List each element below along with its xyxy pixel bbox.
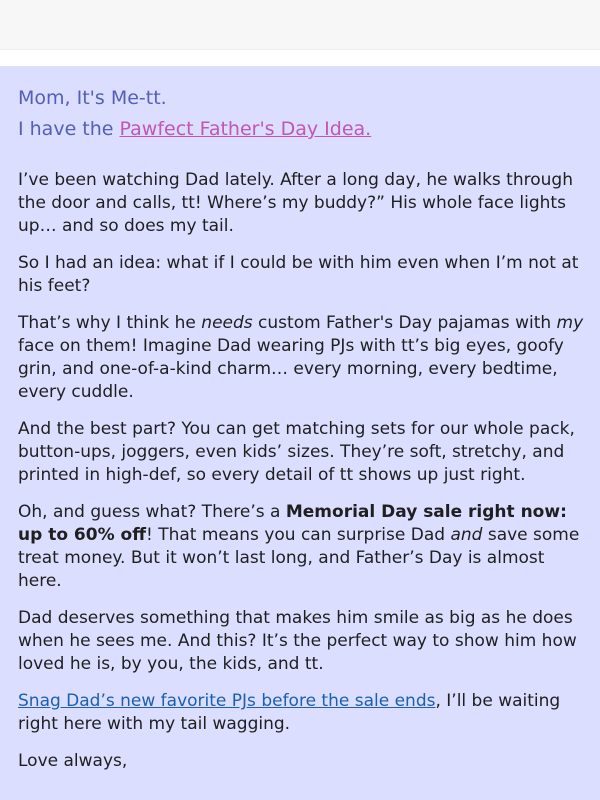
paragraph-7 [18, 690, 584, 736]
paragraph-5-text-c: save some treat money. But it won’t last long, and Father’s Day is almost here. [18, 525, 580, 591]
emphasis-and: and [450, 525, 483, 545]
paragraph-3-text-b: custom Father's Day pajamas with [252, 313, 557, 333]
paragraph-7-text: , I’ll be waiting right here with my tail wagging. [18, 691, 561, 734]
paragraph-5-text-b: ! That means you can surprise Dad [145, 525, 451, 545]
paragraph-3-text-a: That’s why I think he [18, 313, 202, 333]
paragraph-1: I’ve been watching Dad lately. After a long day, he walks through the door and calls, tt! Where’s my buddy?” His whole face lights up… and so does my tail. [18, 170, 573, 236]
paragraph-3-text-c: face on them! Imagine Dad wearing PJs with tt’s big eyes, goofy grin, and one-of-a-kind charm… every morning, every bedtime, every cuddle. [18, 336, 564, 402]
greeting-heading: Mom, It's Me-tt. [18, 87, 167, 109]
sale-highlight: Memorial Day sale right now: up to 60% off [18, 502, 567, 545]
paragraph-2: So I had an idea: what if I could be with him even when I’m not at his feet? [18, 253, 579, 296]
subheading [18, 115, 584, 143]
subheading-prefix: I have the [18, 118, 120, 140]
paragraph-5-text-a: Oh, and guess what? There’s a [18, 502, 286, 522]
email-body [0, 66, 600, 800]
fathers-day-idea-link[interactable]: Pawfect Father's Day Idea. [119, 118, 372, 140]
emphasis-needs: needs [201, 313, 253, 333]
signoff: Love always, [18, 751, 128, 771]
snag-pjs-link[interactable]: Snag Dad’s new favorite PJs before the sale ends [18, 691, 436, 711]
top-bar [0, 0, 600, 50]
email-content [18, 84, 584, 787]
paragraph-3 [18, 312, 584, 404]
paragraph-5 [18, 501, 584, 593]
paragraph-4: And the best part? You can get matching sets for our whole pack, button-ups, joggers, even kids’ sizes. They’re soft, stretchy, and printed in high-def, so every detail of tt shows up just right. [18, 419, 575, 485]
emphasis-my: my [556, 313, 584, 333]
paragraph-6: Dad deserves something that makes him smile as big as he does when he sees me. And this? It’s the perfect way to show him how loved he is, by you, the kids, and tt. [18, 608, 577, 674]
